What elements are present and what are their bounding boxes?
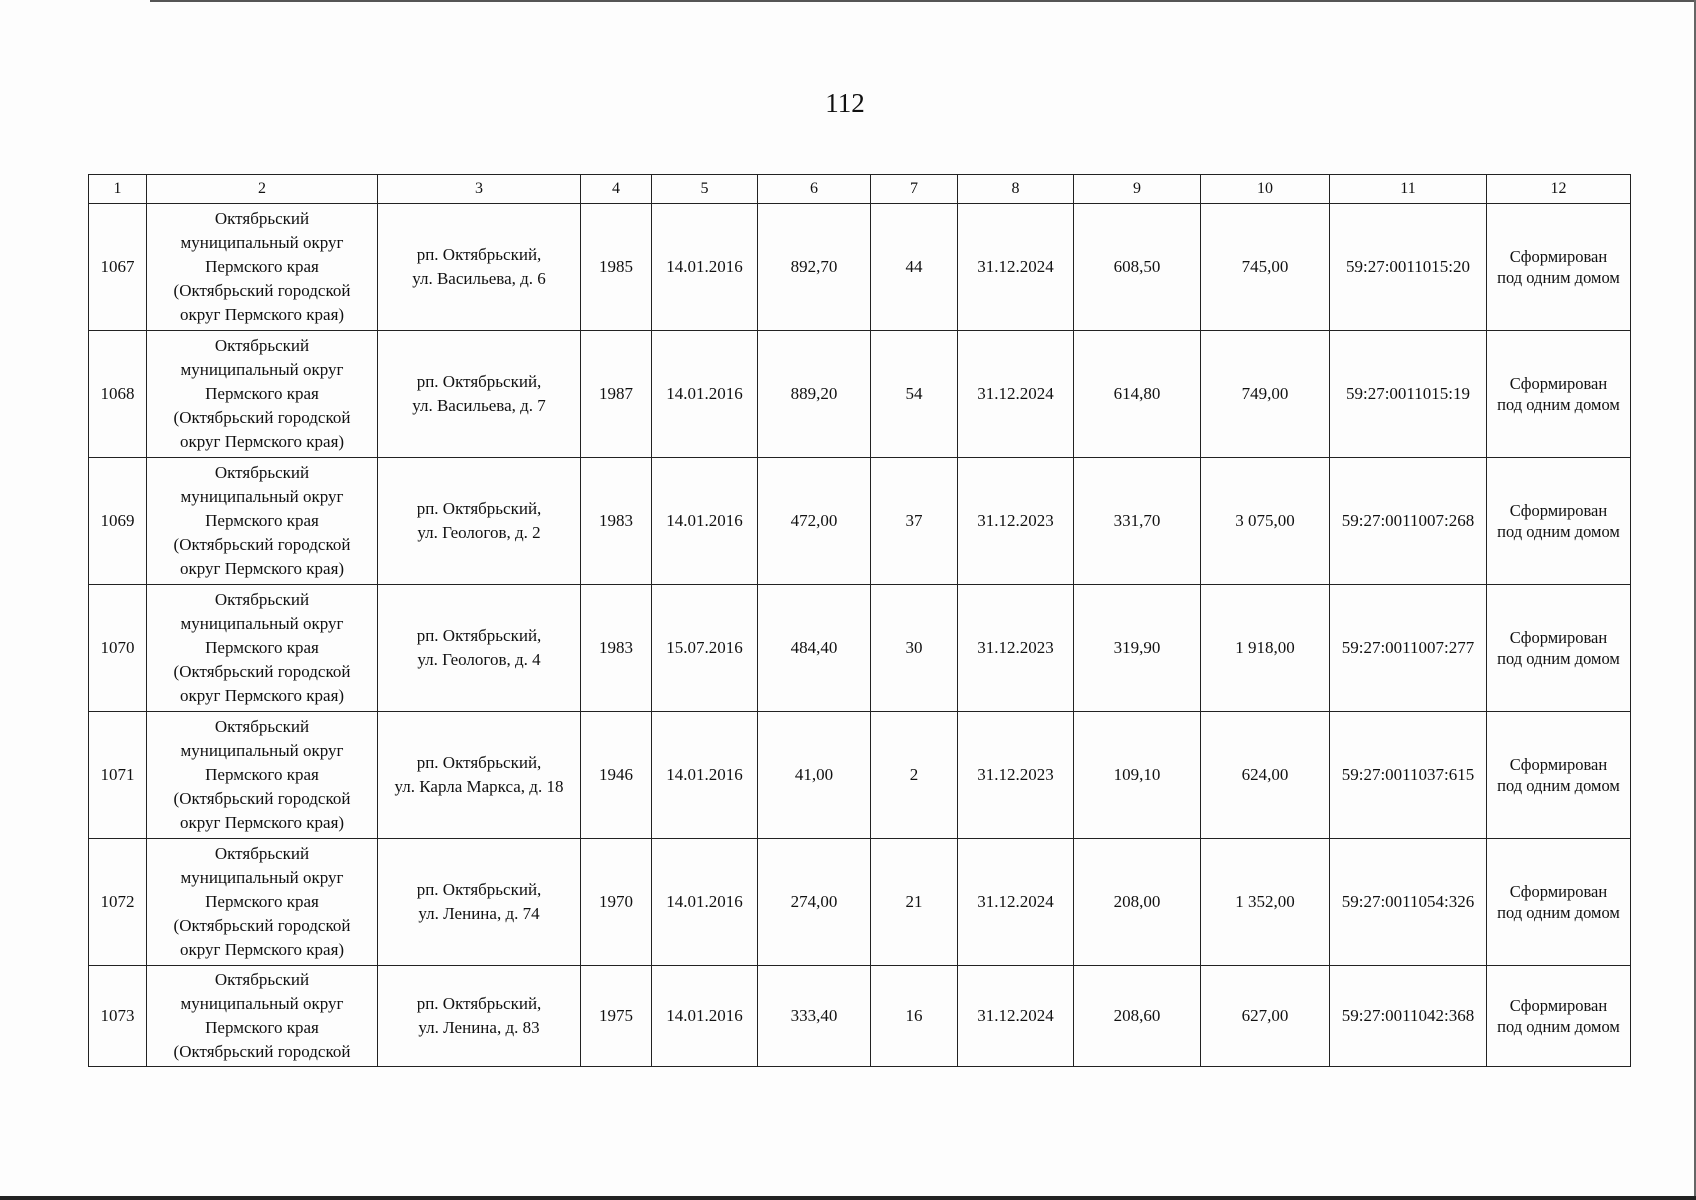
- value10-cell: 749,00: [1201, 331, 1330, 458]
- row-number: 1073: [89, 966, 147, 1067]
- row-number: 1068: [89, 331, 147, 458]
- value9-cell: 319,90: [1074, 585, 1201, 712]
- row-number: 1071: [89, 712, 147, 839]
- status-cell: Сформирован под одним домом: [1487, 712, 1631, 839]
- value10-cell: 627,00: [1201, 966, 1330, 1067]
- cadastral-cell: 59:27:0011015:20: [1330, 204, 1487, 331]
- date-cell: 15.07.2016: [652, 585, 758, 712]
- deadline-cell: 31.12.2024: [958, 204, 1074, 331]
- column-header: 6: [758, 175, 871, 204]
- area-cell: 472,00: [758, 458, 871, 585]
- area-cell: 333,40: [758, 966, 871, 1067]
- residents-cell: 2: [871, 712, 958, 839]
- municipality-cell: Октябрьский муниципальный округ Пермского края (Октябрьский городской округ Пермского края): [147, 839, 378, 966]
- table-row: [89, 458, 1631, 585]
- table-row: [89, 331, 1631, 458]
- column-header: 8: [958, 175, 1074, 204]
- deadline-cell: 31.12.2024: [958, 331, 1074, 458]
- deadline-cell: 31.12.2023: [958, 585, 1074, 712]
- address-cell: рп. Октябрьский, ул. Ленина, д. 74: [378, 839, 581, 966]
- date-cell: 14.01.2016: [652, 458, 758, 585]
- residents-cell: 21: [871, 839, 958, 966]
- year-cell: 1985: [581, 204, 652, 331]
- value9-cell: 109,10: [1074, 712, 1201, 839]
- address-cell: рп. Октябрьский, ул. Васильева, д. 6: [378, 204, 581, 331]
- value10-cell: 745,00: [1201, 204, 1330, 331]
- address-cell: рп. Октябрьский, ул. Васильева, д. 7: [378, 331, 581, 458]
- cadastral-cell: 59:27:0011042:368: [1330, 966, 1487, 1067]
- residents-cell: 30: [871, 585, 958, 712]
- cadastral-cell: 59:27:0011037:615: [1330, 712, 1487, 839]
- row-number: 1067: [89, 204, 147, 331]
- municipality-cell: Октябрьский муниципальный округ Пермского края (Октябрьский городской округ Пермского края): [147, 458, 378, 585]
- date-cell: 14.01.2016: [652, 331, 758, 458]
- area-cell: 41,00: [758, 712, 871, 839]
- address-cell: рп. Октябрьский, ул. Геологов, д. 2: [378, 458, 581, 585]
- year-cell: 1970: [581, 839, 652, 966]
- municipality-cell: Октябрьский муниципальный округ Пермского края (Октябрьский городской округ Пермского края): [147, 331, 378, 458]
- table-row: [89, 966, 1631, 1067]
- value9-cell: 608,50: [1074, 204, 1201, 331]
- deadline-cell: 31.12.2024: [958, 966, 1074, 1067]
- value9-cell: 331,70: [1074, 458, 1201, 585]
- housing-registry-table: [88, 174, 1631, 1067]
- address-cell: рп. Октябрьский, ул. Карла Маркса, д. 18: [378, 712, 581, 839]
- year-cell: 1987: [581, 331, 652, 458]
- column-header: 9: [1074, 175, 1201, 204]
- column-header: 2: [147, 175, 378, 204]
- municipality-cell: Октябрьский муниципальный округ Пермского края (Октябрьский городской округ Пермского края): [147, 712, 378, 839]
- column-header: 5: [652, 175, 758, 204]
- table-row: [89, 585, 1631, 712]
- table-row: [89, 204, 1631, 331]
- value10-cell: 1 918,00: [1201, 585, 1330, 712]
- cadastral-cell: 59:27:0011007:277: [1330, 585, 1487, 712]
- year-cell: 1946: [581, 712, 652, 839]
- column-header: 1: [89, 175, 147, 204]
- municipality-cell: Октябрьский муниципальный округ Пермского края (Октябрьский городской округ Пермского края): [147, 204, 378, 331]
- column-header: 10: [1201, 175, 1330, 204]
- year-cell: 1975: [581, 966, 652, 1067]
- table-row: [89, 839, 1631, 966]
- residents-cell: 44: [871, 204, 958, 331]
- residents-cell: 37: [871, 458, 958, 585]
- status-cell: Сформирован под одним домом: [1487, 966, 1631, 1067]
- status-cell: Сформирован под одним домом: [1487, 331, 1631, 458]
- status-cell: Сформирован под одним домом: [1487, 585, 1631, 712]
- year-cell: 1983: [581, 458, 652, 585]
- value10-cell: 3 075,00: [1201, 458, 1330, 585]
- column-header: 3: [378, 175, 581, 204]
- value9-cell: 208,60: [1074, 966, 1201, 1067]
- column-header: 4: [581, 175, 652, 204]
- row-number: 1069: [89, 458, 147, 585]
- scan-edge-top: [150, 0, 1696, 2]
- status-cell: Сформирован под одним домом: [1487, 458, 1631, 585]
- date-cell: 14.01.2016: [652, 839, 758, 966]
- deadline-cell: 31.12.2023: [958, 712, 1074, 839]
- column-header: 7: [871, 175, 958, 204]
- row-number: 1070: [89, 585, 147, 712]
- municipality-cell: Октябрьский муниципальный округ Пермского края (Октябрьский городской: [147, 966, 378, 1067]
- residents-cell: 16: [871, 966, 958, 1067]
- cadastral-cell: 59:27:0011015:19: [1330, 331, 1487, 458]
- column-header: 12: [1487, 175, 1631, 204]
- cadastral-cell: 59:27:0011054:326: [1330, 839, 1487, 966]
- column-number-row: [89, 175, 1631, 204]
- date-cell: 14.01.2016: [652, 966, 758, 1067]
- table-row: [89, 712, 1631, 839]
- value10-cell: 624,00: [1201, 712, 1330, 839]
- page-number: 112: [825, 88, 865, 118]
- row-number: 1072: [89, 839, 147, 966]
- area-cell: 889,20: [758, 331, 871, 458]
- address-cell: рп. Октябрьский, ул. Ленина, д. 83: [378, 966, 581, 1067]
- deadline-cell: 31.12.2024: [958, 839, 1074, 966]
- cadastral-cell: 59:27:0011007:268: [1330, 458, 1487, 585]
- date-cell: 14.01.2016: [652, 712, 758, 839]
- municipality-cell: Октябрьский муниципальный округ Пермского края (Октябрьский городской округ Пермского края): [147, 585, 378, 712]
- status-cell: Сформирован под одним домом: [1487, 839, 1631, 966]
- area-cell: 484,40: [758, 585, 871, 712]
- area-cell: 274,00: [758, 839, 871, 966]
- residents-cell: 54: [871, 331, 958, 458]
- value9-cell: 208,00: [1074, 839, 1201, 966]
- year-cell: 1983: [581, 585, 652, 712]
- status-cell: Сформирован под одним домом: [1487, 204, 1631, 331]
- address-cell: рп. Октябрьский, ул. Геологов, д. 4: [378, 585, 581, 712]
- column-header: 11: [1330, 175, 1487, 204]
- scan-edge-bottom: [0, 1196, 1696, 1200]
- date-cell: 14.01.2016: [652, 204, 758, 331]
- area-cell: 892,70: [758, 204, 871, 331]
- value10-cell: 1 352,00: [1201, 839, 1330, 966]
- deadline-cell: 31.12.2023: [958, 458, 1074, 585]
- value9-cell: 614,80: [1074, 331, 1201, 458]
